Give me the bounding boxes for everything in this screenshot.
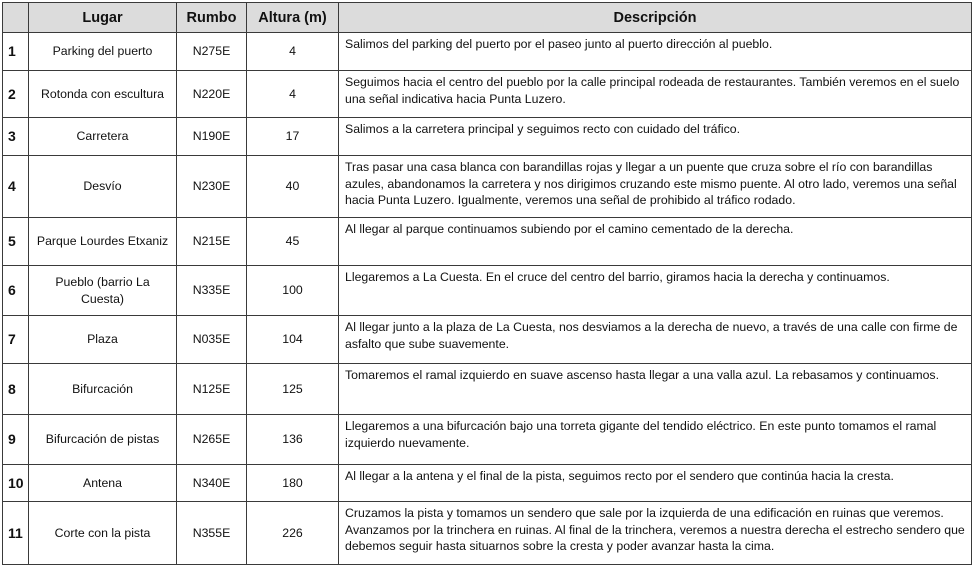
row-lugar: Bifurcación de pistas — [29, 415, 177, 465]
row-rumbo: N265E — [177, 415, 247, 465]
table-row — [3, 156, 972, 218]
row-descripcion: Tomaremos el ramal izquierdo en suave ascenso hasta llegar a una valla azul. La rebasamos y continuamos. — [339, 364, 972, 415]
row-descripcion: Al llegar junto a la plaza de La Cuesta, nos desviamos a la derecha de nuevo, a través de una calle con firme de asfalto que sube suavemente. — [339, 316, 972, 364]
table-row — [3, 502, 972, 565]
table-row — [3, 316, 972, 364]
row-number: 7 — [3, 316, 29, 364]
row-descripcion: Al llegar al parque continuamos subiendo por el camino cementado de la derecha. — [339, 218, 972, 266]
row-number: 6 — [3, 266, 29, 316]
row-lugar: Pueblo (barrio La Cuesta) — [29, 266, 177, 316]
row-altura: 17 — [247, 118, 339, 156]
row-number: 4 — [3, 156, 29, 218]
row-altura: 45 — [247, 218, 339, 266]
row-rumbo: N230E — [177, 156, 247, 218]
row-altura: 100 — [247, 266, 339, 316]
table-row — [3, 71, 972, 118]
row-number: 3 — [3, 118, 29, 156]
header-lugar: Lugar — [29, 3, 177, 33]
route-table — [2, 2, 972, 565]
table-row — [3, 364, 972, 415]
row-number: 1 — [3, 33, 29, 71]
row-number: 5 — [3, 218, 29, 266]
row-descripcion: Tras pasar una casa blanca con barandillas rojas y llegar a un puente que cruza sobre el río con barandillas azules, abandonamos la carretera y nos dirigimos cruzando este mismo puente. Al otro lado, veremos una señal hacia Punta Luzero. Igualmente, veremos una señal de prohibido al tráfico rodado. — [339, 156, 972, 218]
row-rumbo: N355E — [177, 502, 247, 565]
table-header-row — [3, 3, 972, 33]
row-number: 2 — [3, 71, 29, 118]
row-number: 9 — [3, 415, 29, 465]
row-descripcion: Llegaremos a una bifurcación bajo una torreta gigante del tendido eléctrico. En este punto tomamos el ramal izquierdo nuevamente. — [339, 415, 972, 465]
row-lugar: Corte con la pista — [29, 502, 177, 565]
header-descripcion: Descripción — [339, 3, 972, 33]
row-altura: 104 — [247, 316, 339, 364]
row-altura: 4 — [247, 71, 339, 118]
row-altura: 226 — [247, 502, 339, 565]
header-rumbo: Rumbo — [177, 3, 247, 33]
row-rumbo: N190E — [177, 118, 247, 156]
row-rumbo: N340E — [177, 465, 247, 502]
table-row — [3, 33, 972, 71]
route-table-container — [2, 2, 971, 565]
row-rumbo: N035E — [177, 316, 247, 364]
row-lugar: Parking del puerto — [29, 33, 177, 71]
row-number: 10 — [3, 465, 29, 502]
row-altura: 136 — [247, 415, 339, 465]
row-altura: 125 — [247, 364, 339, 415]
row-altura: 40 — [247, 156, 339, 218]
row-altura: 4 — [247, 33, 339, 71]
row-rumbo: N335E — [177, 266, 247, 316]
row-lugar: Antena — [29, 465, 177, 502]
row-descripcion: Cruzamos la pista y tomamos un sendero que sale por la izquierda de una edificación en ruinas que veremos. Avanzamos por la trinchera en ruinas. Al final de la trinchera, veremos a nuestra derecha el estrecho sendero que debemos seguir hasta situarnos sobre la cresta y poder avanzar hasta la cima. — [339, 502, 972, 565]
row-rumbo: N215E — [177, 218, 247, 266]
row-rumbo: N275E — [177, 33, 247, 71]
row-lugar: Desvío — [29, 156, 177, 218]
table-row — [3, 218, 972, 266]
row-lugar: Plaza — [29, 316, 177, 364]
row-number: 8 — [3, 364, 29, 415]
row-number: 11 — [3, 502, 29, 565]
row-descripcion: Salimos a la carretera principal y seguimos recto con cuidado del tráfico. — [339, 118, 972, 156]
row-lugar: Carretera — [29, 118, 177, 156]
table-row — [3, 465, 972, 502]
row-descripcion: Salimos del parking del puerto por el paseo junto al puerto dirección al pueblo. — [339, 33, 972, 71]
row-lugar: Parque Lourdes Etxaniz — [29, 218, 177, 266]
table-row — [3, 415, 972, 465]
table-row — [3, 266, 972, 316]
row-descripcion: Llegaremos a La Cuesta. En el cruce del centro del barrio, giramos hacia la derecha y continuamos. — [339, 266, 972, 316]
row-descripcion: Al llegar a la antena y el final de la pista, seguimos recto por el sendero que continúa hacia la cresta. — [339, 465, 972, 502]
table-row — [3, 118, 972, 156]
row-rumbo: N220E — [177, 71, 247, 118]
row-lugar: Bifurcación — [29, 364, 177, 415]
row-lugar: Rotonda con escultura — [29, 71, 177, 118]
row-rumbo: N125E — [177, 364, 247, 415]
header-num — [3, 3, 29, 33]
row-altura: 180 — [247, 465, 339, 502]
header-altura: Altura (m) — [247, 3, 339, 33]
row-descripcion: Seguimos hacia el centro del pueblo por la calle principal rodeada de restaurantes. También veremos en el suelo una señal indicativa hacia Punta Luzero. — [339, 71, 972, 118]
